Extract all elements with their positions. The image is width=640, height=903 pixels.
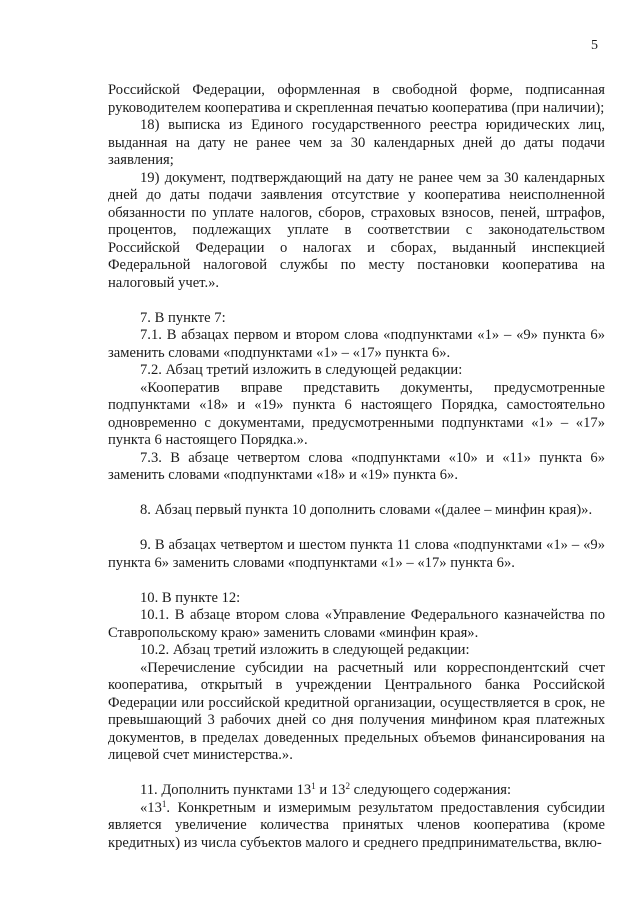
paragraph-point-11-part: 11. Дополнить пунктами 13 bbox=[140, 782, 312, 798]
document-body bbox=[108, 82, 605, 852]
paragraph-point-9: 9. В абзацах четвертом и шестом пункта 11 слова «подпунктами «1» – «9» пункта 6» заменить словами «подпунктами «1» – «17» пункта 6». bbox=[108, 537, 605, 571]
paragraph-point-7-2-text: «Кооператив вправе представить документы, предусмотренные подпунктами «18» и «19» пункта 6 настоящего Порядка, самостоятельно одновременно с документами, предусмотренными подпунктами «1» – «17» пункта 6 настоящего Порядка.». bbox=[108, 379, 605, 448]
superscript-2: 2 bbox=[345, 781, 350, 791]
paragraph-continuation: Российской Федерации, оформленная в свободной форме, подписанная руководителем кооператива и скрепленная печатью кооператива (при наличии); bbox=[108, 82, 605, 116]
paragraph-point-11-part: и 13 bbox=[315, 782, 346, 798]
paragraph-point-7-1: 7.1. В абзацах первом и втором слова «подпунктами «1» – «9» пункта 6» заменить словами «подпунктами «1» – «17» пункта 6». bbox=[108, 327, 605, 361]
paragraph-point-13-1-part: . Конкретным и измеримым результатом предоставления субсидии является увеличение количества принятых членов кооператива (кроме кредитных) из числа субъектов малого и среднего предпринимательства, вклю- bbox=[108, 799, 605, 851]
paragraph-item-18: 18) выписка из Единого государственного реестра юридических лиц, выданная на дату не ранее чем за 30 календарных дней до даты подачи заявления; bbox=[108, 117, 605, 168]
paragraph-point-7-2: 7.2. Абзац третий изложить в следующей редакции: bbox=[140, 362, 463, 378]
paragraph-point-11-part: следующего содержания: bbox=[349, 782, 512, 798]
paragraph-point-7-3: 7.3. В абзаце четвертом слова «подпунктами «10» и «11» пункта 6» заменить словами «подпунктами «18» и «19» пункта 6». bbox=[108, 449, 605, 483]
superscript-1: 1 bbox=[161, 798, 167, 809]
paragraph-point-10-2: 10.2. Абзац третий изложить в следующей редакции: bbox=[140, 642, 470, 658]
paragraph-point-13-1 bbox=[108, 800, 605, 853]
paragraph-point-10-1: 10.1. В абзаце втором слова «Управление Федерального казначейства по Ставропольскому краю» заменить словами «минфин края». bbox=[108, 607, 605, 641]
page-number: 5 bbox=[591, 38, 598, 53]
paragraph-item-19: 19) документ, подтверждающий на дату не ранее чем за 30 календарных дней до даты подачи заявления отсутствие у кооператива неисполненной обязанности по уплате налогов, сборов, страховых взносов, пеней, штрафов, процентов, подлежащих уплате в соответствии с законодательством Российской Федерации о налогах и сборах, выданный инспекцией Федеральной налоговой службы по месту постановки кооператива на налоговый учет.». bbox=[108, 169, 605, 291]
paragraph-point-11 bbox=[108, 782, 605, 800]
paragraph-point-10-2-text: «Перечисление субсидии на расчетный или корреспондентский счет кооператива, открытый в учреждении Центрального банка Российской Федерации или российской кредитной организации, осуществляется в срок, не превышающий 3 рабочих дней со дня получения минфином края платежных документов, в пределах доведенных предельных объемов финансирования на лицевой счет министерства.». bbox=[108, 659, 605, 763]
paragraph-point-7: 7. В пункте 7: bbox=[140, 309, 226, 326]
paragraph-point-13-1-part: «13 bbox=[140, 799, 162, 816]
superscript-1: 1 bbox=[311, 781, 316, 791]
paragraph-point-8: 8. Абзац первый пункта 10 дополнить словами «(далее – минфин края)». bbox=[140, 502, 593, 518]
paragraph-point-10: 10. В пункте 12: bbox=[140, 589, 241, 606]
